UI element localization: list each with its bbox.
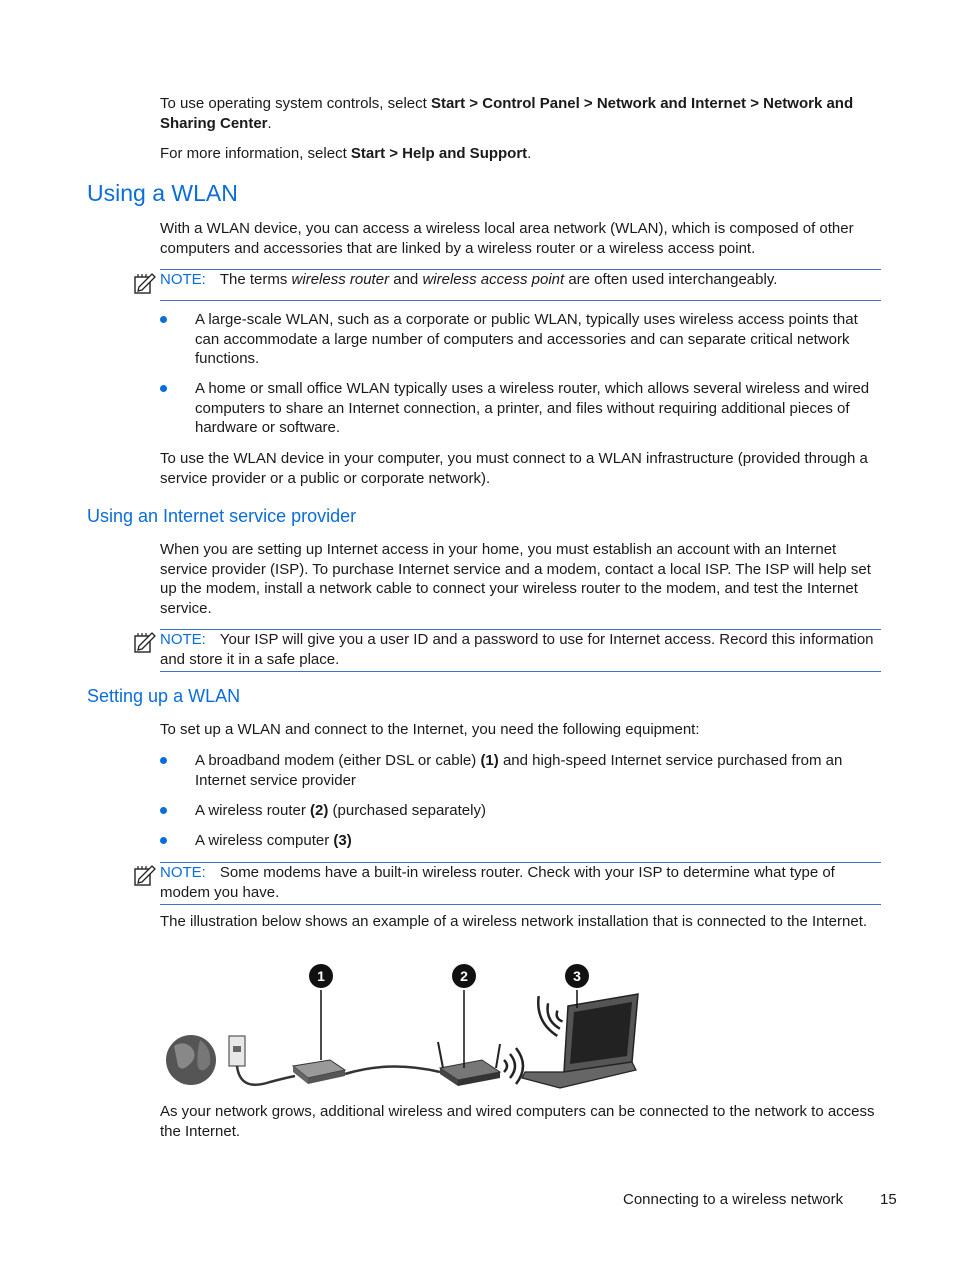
- callout-ref: (3): [333, 832, 352, 849]
- list-item-text: [195, 831, 882, 851]
- wlan-paragraph-1: With a WLAN device, you can access a wireless local area network (WLAN), which is composed of other computers and accessories that are linked by a wireless router or a wireless access point.: [160, 220, 854, 257]
- note-text: are often used interchangeably.: [564, 271, 778, 288]
- period: .: [267, 114, 272, 132]
- bullet-dot: [160, 837, 167, 844]
- term-wireless-access-point: wireless access point: [422, 271, 565, 288]
- list-item-text: [195, 801, 882, 821]
- term-wireless-router: wireless router: [291, 271, 390, 288]
- network-illustration: [160, 960, 650, 1092]
- bullet-dot: [160, 807, 167, 814]
- list-item-text: [195, 751, 882, 790]
- footer-section-title: Connecting to a wireless network: [623, 1191, 844, 1208]
- callout-1-label: 1: [317, 968, 325, 984]
- note-label: NOTE:: [160, 864, 206, 881]
- heading-using-a-wlan: Using a WLAN: [87, 180, 238, 206]
- note-icon: [133, 632, 157, 654]
- wifi-signal-icon: [532, 996, 562, 1039]
- wlan-paragraph-2: To use the WLAN device in your computer, you must connect to a WLAN infrastructure (provided through a service provider or a public or corporate network).: [160, 450, 868, 487]
- list-item-text: A large-scale WLAN, such as a corporate or public WLAN, typically uses wireless access points that can accommodate a large number of computers and accessories and can separate critical network functions.: [195, 311, 858, 367]
- item-text: A wireless computer: [195, 832, 334, 849]
- note-label: NOTE:: [160, 631, 206, 648]
- intro-text: To use operating system controls, select: [160, 95, 431, 112]
- heading-setting-up-wlan: Setting up a WLAN: [87, 686, 241, 706]
- wall-jack-icon: [229, 1036, 245, 1066]
- intro-text: For more information, select: [160, 145, 351, 162]
- period: .: [527, 145, 532, 162]
- bullet-dot: [160, 757, 167, 764]
- menu-path: Start > Control Panel > Network and Internet > Network and Sharing Center: [160, 95, 854, 132]
- note-label: NOTE:: [160, 271, 206, 288]
- callout-ref: (2): [310, 802, 329, 819]
- note-wlan-terms: [160, 269, 881, 301]
- modem-icon: [293, 1060, 345, 1084]
- list-item-text: A home or small office WLAN typically uses a wireless router, which allows several wireless and wired computers to share an Internet connection, a printer, and files without requiring additional pieces of hardware or software.: [195, 380, 870, 436]
- note-text: Your ISP will give you a user ID and a password to use for Internet access. Record this information and store it in a safe place.: [160, 631, 874, 668]
- globe-icon: [166, 1035, 216, 1085]
- page-number: 15: [880, 1191, 897, 1208]
- bullet-dot: [160, 385, 167, 392]
- item-text: and high-speed Internet service purchased from an Internet service provider: [195, 752, 843, 789]
- setup-paragraph-1: To set up a WLAN and connect to the Internet, you need the following equipment:: [160, 721, 700, 738]
- intro-paragraph-1: [160, 94, 882, 133]
- intro-paragraph-2: [160, 144, 882, 164]
- item-text: A wireless router: [195, 802, 311, 819]
- note-text: and: [389, 271, 423, 288]
- setup-paragraph-2: The illustration below shows an example of a wireless network installation that is connected to the Internet.: [160, 913, 868, 930]
- heading-using-isp: Using an Internet service provider: [87, 506, 357, 526]
- callout-2-label: 2: [460, 968, 468, 984]
- bullet-dot: [160, 316, 167, 323]
- callout-3-label: 3: [573, 968, 581, 984]
- wifi-signal-icon: [504, 1048, 523, 1084]
- note-isp: [160, 629, 881, 672]
- item-text: (purchased separately): [328, 802, 486, 819]
- note-text: Some modems have a built-in wireless router. Check with your ISP to determine what type of modem you have.: [160, 864, 835, 901]
- isp-paragraph: When you are setting up Internet access in your home, you must establish an account with an Internet service provider (ISP). To purchase Internet service and a modem, contact a local ISP. The ISP will help set up the modem, install a network cable to connect your wireless router to the modem, and test the Internet service.: [160, 541, 871, 617]
- note-modem: [160, 862, 881, 905]
- item-text: A broadband modem (either DSL or cable): [195, 752, 481, 769]
- router-icon: [438, 1042, 500, 1086]
- setup-paragraph-3: As your network grows, additional wireless and wired computers can be connected to the network to access the Internet.: [160, 1103, 875, 1140]
- note-icon: [133, 865, 157, 887]
- menu-path: Start > Help and Support: [350, 145, 528, 162]
- callout-ref: (1): [480, 752, 499, 769]
- note-icon: [133, 273, 157, 295]
- note-text: The terms: [219, 271, 292, 288]
